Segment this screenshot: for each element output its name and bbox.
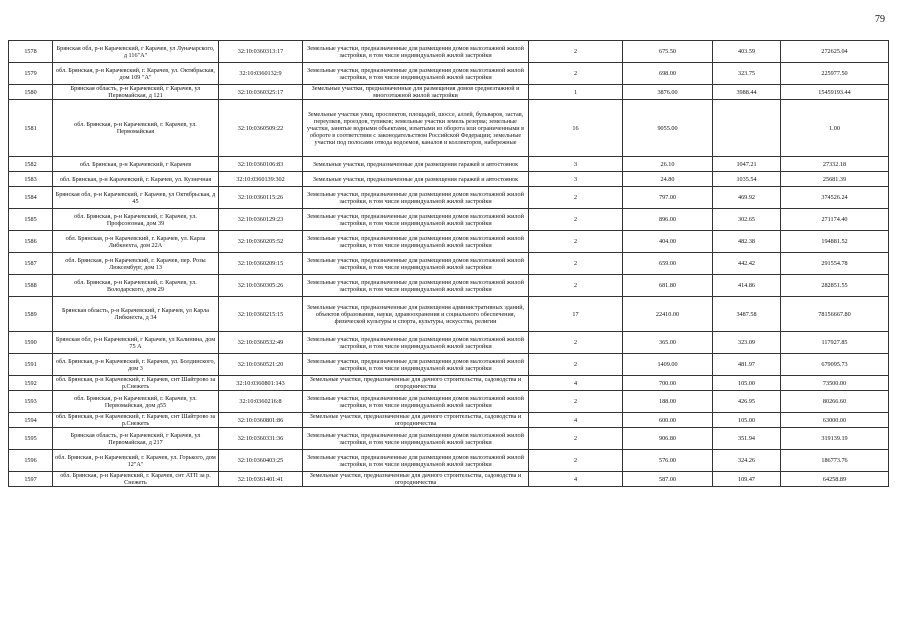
land-use-cell: Земельные участки, предназначенные для размещения домов малоэтажной жилой застройки, в том числе индивидуальной жилой застройки xyxy=(303,253,529,275)
table-row xyxy=(9,297,889,332)
table-row xyxy=(9,172,889,187)
table-row xyxy=(9,231,889,253)
cadastral-number-cell: 32:10:0360209:15 xyxy=(219,253,303,275)
table-row xyxy=(9,187,889,209)
area-cell: 587.00 xyxy=(623,472,713,487)
group-cell: 2 xyxy=(529,253,623,275)
unit-value-cell: 3988.44 xyxy=(713,85,781,100)
area-cell: 700.00 xyxy=(623,376,713,391)
cadastral-value-cell: 319139.19 xyxy=(781,428,889,450)
cadastral-number-cell: 32:10:0360532:49 xyxy=(219,332,303,354)
land-use-cell: Земельные участки, предназначенные для размещения административных зданий, объектов образования, науки, здравоохранения и социального обеспечения, физической культуры и спорта, культуры, искусства, религии xyxy=(303,297,529,332)
cadastral-value-cell: 272625.04 xyxy=(781,41,889,63)
land-use-cell: Земельные участки, предназначенные для размещения домов малоэтажной жилой застройки, в том числе индивидуальной жилой застройки xyxy=(303,41,529,63)
cadastral-value-cell: 73500.00 xyxy=(781,376,889,391)
address-cell: обл. Брянская, р-н Карачевский, г. Карачев, снт Шайтрово за р.Снежеть xyxy=(53,413,219,428)
group-cell: 2 xyxy=(529,332,623,354)
table-row xyxy=(9,472,889,487)
unit-value-cell: 109.47 xyxy=(713,472,781,487)
land-use-cell: Земельные участки улиц, проспектов, площадей, шоссе, аллей, бульваров, застав, переулков, проездов, тупиков; земельные участки земель резерва; земельные участки, занятые водными объектами, изъятыми из оборота или ограниченными в обороте в соответствии с законодательством Российской Федерации; земельные участки под полосами отвода водоемов, каналов и коллекторов, набережные xyxy=(303,100,529,157)
table-row xyxy=(9,275,889,297)
cadastral-value-cell: 15459193.44 xyxy=(781,85,889,100)
row-number-cell: 1587 xyxy=(9,253,53,275)
unit-value-cell: 414.86 xyxy=(713,275,781,297)
cadastral-number-cell: 32:10:0360801:86 xyxy=(219,413,303,428)
row-number-cell: 1595 xyxy=(9,428,53,450)
cadastral-number-cell: 32:10:0360521:20 xyxy=(219,354,303,376)
group-cell: 2 xyxy=(529,41,623,63)
land-use-cell: Земельные участки, предназначенные для дачного строительства, садоводства и огородничества xyxy=(303,376,529,391)
table-row xyxy=(9,157,889,172)
unit-value-cell: 324.26 xyxy=(713,450,781,472)
cadastral-number-cell: 32:10:0360215:15 xyxy=(219,297,303,332)
address-cell: Брянская область, р-н Карачевский, г Карачев, ул Первомайская, д 121 xyxy=(53,85,219,100)
land-use-cell: Земельные участки, предназначенные для размещения домов малоэтажной жилой застройки, в том числе индивидуальной жилой застройки xyxy=(303,231,529,253)
group-cell: 4 xyxy=(529,413,623,428)
row-number-cell: 1578 xyxy=(9,41,53,63)
group-cell: 2 xyxy=(529,231,623,253)
address-cell: обл. Брянская, р-н Карачевский, г. Карачев, ул. Первомайская, дом д55 xyxy=(53,391,219,413)
row-number-cell: 1581 xyxy=(9,100,53,157)
group-cell: 4 xyxy=(529,376,623,391)
land-use-cell: Земельные участки, предназначенные для размещения домов малоэтажной жилой застройки, в том числе индивидуальной жилой застройки xyxy=(303,391,529,413)
row-number-cell: 1591 xyxy=(9,354,53,376)
area-cell: 26.10 xyxy=(623,157,713,172)
address-cell: обл. Брянская, р-н Карачевский, г. Карачев, пер. Розы Люксембург, дом 13 xyxy=(53,253,219,275)
area-cell: 1409.00 xyxy=(623,354,713,376)
row-number-cell: 1580 xyxy=(9,85,53,100)
row-number-cell: 1593 xyxy=(9,391,53,413)
area-cell: 906.80 xyxy=(623,428,713,450)
address-cell: обл. Брянская, р-н Карачевский, г. Карачев, ул. Карла Либкнехта, дом 22А xyxy=(53,231,219,253)
row-number-cell: 1583 xyxy=(9,172,53,187)
cadastral-value-cell: 225977.50 xyxy=(781,63,889,85)
unit-value-cell xyxy=(713,100,781,157)
address-cell: обл. Брянская, р-н Карачевский, г. Карачев, ул. Горького, дом 12"А" xyxy=(53,450,219,472)
group-cell: 3 xyxy=(529,157,623,172)
cadastral-value-cell: 271174.40 xyxy=(781,209,889,231)
row-number-cell: 1597 xyxy=(9,472,53,487)
table-row xyxy=(9,41,889,63)
area-cell: 576.00 xyxy=(623,450,713,472)
address-cell: обл. Брянская, р-н Карачевский, г. Карачев, ул. Октябрьская, дом 109 "А" xyxy=(53,63,219,85)
unit-value-cell: 1047.21 xyxy=(713,157,781,172)
table-row xyxy=(9,63,889,85)
table-row xyxy=(9,413,889,428)
unit-value-cell: 403.59 xyxy=(713,41,781,63)
table-row xyxy=(9,253,889,275)
cadastral-number-cell: 32:10:0360403:25 xyxy=(219,450,303,472)
table-row xyxy=(9,332,889,354)
area-cell: 600.00 xyxy=(623,413,713,428)
address-cell: обл. Брянская, р-н Карачевский, г. Карачев, ул. Первомайская xyxy=(53,100,219,157)
area-cell: 896.00 xyxy=(623,209,713,231)
row-number-cell: 1586 xyxy=(9,231,53,253)
cadastral-number-cell: 32:10:0360132:9 xyxy=(219,63,303,85)
cadastral-number-cell: 32:10:0360129:23 xyxy=(219,209,303,231)
row-number-cell: 1594 xyxy=(9,413,53,428)
land-use-cell: Земельные участки, предназначенные для размещения домов малоэтажной жилой застройки, в том числе индивидуальной жилой застройки xyxy=(303,209,529,231)
cadastral-value-cell: 679095.73 xyxy=(781,354,889,376)
row-number-cell: 1588 xyxy=(9,275,53,297)
address-cell: Брянская область, р-н Карачевский, г Карачев, ул Карла Либкнехта, д 34 xyxy=(53,297,219,332)
area-cell: 3876.00 xyxy=(623,85,713,100)
cadastral-number-cell: 32:10:0361401:41 xyxy=(219,472,303,487)
unit-value-cell: 469.92 xyxy=(713,187,781,209)
group-cell: 2 xyxy=(529,354,623,376)
row-number-cell: 1582 xyxy=(9,157,53,172)
table-row xyxy=(9,85,889,100)
cadastral-value-cell: 1.00 xyxy=(781,100,889,157)
land-use-cell: Земельные участки, предназначенные для размещения домов малоэтажной жилой застройки, в том числе индивидуальной жилой застройки xyxy=(303,450,529,472)
cadastral-number-cell: 32:10:0360509:22 xyxy=(219,100,303,157)
address-cell: обл. Брянская, р-н Карачевский, г. Карачев, снт Шайтрово за р.Снежеть xyxy=(53,376,219,391)
cadastral-number-cell: 32:10:0360216:8 xyxy=(219,391,303,413)
cadastral-value-cell: 117927.85 xyxy=(781,332,889,354)
row-number-cell: 1589 xyxy=(9,297,53,332)
row-number-cell: 1590 xyxy=(9,332,53,354)
cadastral-value-table xyxy=(8,40,889,487)
group-cell: 2 xyxy=(529,391,623,413)
address-cell: обл. Брянская, р-н Карачевский, г Карачев xyxy=(53,157,219,172)
address-cell: обл. Брянская, р-н Карачевский, г. Карачев, ул. Володарского, дом 29 xyxy=(53,275,219,297)
group-cell: 2 xyxy=(529,275,623,297)
unit-value-cell: 323.75 xyxy=(713,63,781,85)
unit-value-cell: 426.95 xyxy=(713,391,781,413)
cadastral-number-cell: 32:10:0360801:143 xyxy=(219,376,303,391)
group-cell: 2 xyxy=(529,209,623,231)
area-cell: 24.80 xyxy=(623,172,713,187)
table-row xyxy=(9,100,889,157)
row-number-cell: 1596 xyxy=(9,450,53,472)
cadastral-number-cell: 32:10:0360205:52 xyxy=(219,231,303,253)
group-cell: 4 xyxy=(529,472,623,487)
area-cell: 365.00 xyxy=(623,332,713,354)
group-cell: 2 xyxy=(529,187,623,209)
area-cell: 797.00 xyxy=(623,187,713,209)
address-cell: Брянская область, р-н Карачевский, г Карачев, ул Первомайская, д 217 xyxy=(53,428,219,450)
area-cell: 681.80 xyxy=(623,275,713,297)
cadastral-value-cell: 27332.18 xyxy=(781,157,889,172)
unit-value-cell: 482.38 xyxy=(713,231,781,253)
unit-value-cell: 481.97 xyxy=(713,354,781,376)
land-use-cell: Земельные участки, предназначенные для размещения домов среднеэтажной и многоэтажной жилой застройки xyxy=(303,85,529,100)
unit-value-cell: 442.42 xyxy=(713,253,781,275)
area-cell: 188.00 xyxy=(623,391,713,413)
cadastral-value-cell: 291554.78 xyxy=(781,253,889,275)
cadastral-value-cell: 186773.76 xyxy=(781,450,889,472)
unit-value-cell: 302.65 xyxy=(713,209,781,231)
cadastral-value-cell: 374526.24 xyxy=(781,187,889,209)
cadastral-value-cell: 25681.39 xyxy=(781,172,889,187)
unit-value-cell: 1035.54 xyxy=(713,172,781,187)
cadastral-number-cell: 32:10:0360115:26 xyxy=(219,187,303,209)
table-row xyxy=(9,354,889,376)
row-number-cell: 1585 xyxy=(9,209,53,231)
land-use-cell: Земельные участки, предназначенные для дачного строительства, садоводства и огородничества xyxy=(303,413,529,428)
cadastral-value-cell: 64258.89 xyxy=(781,472,889,487)
cadastral-number-cell: 32:10:0360331:36 xyxy=(219,428,303,450)
area-cell: 675.50 xyxy=(623,41,713,63)
group-cell: 2 xyxy=(529,450,623,472)
unit-value-cell: 105.00 xyxy=(713,376,781,391)
group-cell: 3 xyxy=(529,172,623,187)
row-number-cell: 1579 xyxy=(9,63,53,85)
table-row xyxy=(9,376,889,391)
page-number: 79 xyxy=(875,14,885,25)
address-cell: обл. Брянская, р-н Карачевский, г. Карачев, ул. Профсоюзная, дом 39 xyxy=(53,209,219,231)
table-row xyxy=(9,450,889,472)
address-cell: обл. Брянская, р-н Карачевский, г. Карачев, ул. Кузнечная xyxy=(53,172,219,187)
cadastral-number-cell: 32:10:0360139:302 xyxy=(219,172,303,187)
land-use-cell: Земельные участки, предназначенные для размещения домов малоэтажной жилой застройки, в том числе индивидуальной жилой застройки xyxy=(303,187,529,209)
address-cell: Брянская обл, р-н Карачевский, г Карачев, ул Луначарского, д 116"А" xyxy=(53,41,219,63)
unit-value-cell: 105.00 xyxy=(713,413,781,428)
area-cell: 404.00 xyxy=(623,231,713,253)
unit-value-cell: 351.94 xyxy=(713,428,781,450)
area-cell: 9055.00 xyxy=(623,100,713,157)
area-cell: 698.00 xyxy=(623,63,713,85)
land-use-cell: Земельные участки, предназначенные для размещения гаражей и автостоянок xyxy=(303,157,529,172)
land-use-cell: Земельные участки, предназначенные для размещения домов малоэтажной жилой застройки, в том числе индивидуальной жилой застройки xyxy=(303,354,529,376)
unit-value-cell: 3487.58 xyxy=(713,297,781,332)
cadastral-number-cell: 32:10:0360305:26 xyxy=(219,275,303,297)
row-number-cell: 1584 xyxy=(9,187,53,209)
cadastral-number-cell: 32:10:0360106:83 xyxy=(219,157,303,172)
cadastral-number-cell: 32:10:0360325:17 xyxy=(219,85,303,100)
cadastral-number-cell: 32:10:0360313:17 xyxy=(219,41,303,63)
cadastral-value-cell: 282851.55 xyxy=(781,275,889,297)
cadastral-value-cell: 78156667.80 xyxy=(781,297,889,332)
table-row xyxy=(9,391,889,413)
land-use-cell: Земельные участки, предназначенные для дачного строительства, садоводства и огородничества xyxy=(303,472,529,487)
address-cell: Брянская обл, р-н Карачевский, г Карачев, ул Калинина, дом 75 А xyxy=(53,332,219,354)
group-cell: 16 xyxy=(529,100,623,157)
group-cell: 17 xyxy=(529,297,623,332)
area-cell: 22410.00 xyxy=(623,297,713,332)
address-cell: обл. Брянская, р-н Карачевский, г. Карачев, ул. Болдинского, дом 3 xyxy=(53,354,219,376)
land-use-cell: Земельные участки, предназначенные для размещения гаражей и автостоянок xyxy=(303,172,529,187)
area-cell: 659.00 xyxy=(623,253,713,275)
address-cell: Брянская обл, р-н Карачевский, г Карачев, ул Октябрьская, д 45 xyxy=(53,187,219,209)
row-number-cell: 1592 xyxy=(9,376,53,391)
group-cell: 1 xyxy=(529,85,623,100)
cadastral-value-cell: 80266.60 xyxy=(781,391,889,413)
land-use-cell: Земельные участки, предназначенные для размещения домов малоэтажной жилой застройки, в том числе индивидуальной жилой застройки xyxy=(303,428,529,450)
group-cell: 2 xyxy=(529,428,623,450)
land-use-cell: Земельные участки, предназначенные для размещения домов малоэтажной жилой застройки, в том числе индивидуальной жилой застройки xyxy=(303,332,529,354)
table-body xyxy=(9,41,889,487)
table-row xyxy=(9,428,889,450)
table-row xyxy=(9,209,889,231)
cadastral-value-cell: 63000.00 xyxy=(781,413,889,428)
land-use-cell: Земельные участки, предназначенные для размещения домов малоэтажной жилой застройки, в том числе индивидуальной жилой застройки xyxy=(303,63,529,85)
address-cell: обл. Брянская, р-н Карачевский, г. Карачев, снт АТП за р. Снежеть xyxy=(53,472,219,487)
group-cell: 2 xyxy=(529,63,623,85)
cadastral-value-cell: 194881.52 xyxy=(781,231,889,253)
land-use-cell: Земельные участки, предназначенные для размещения домов малоэтажной жилой застройки, в том числе индивидуальной жилой застройки xyxy=(303,275,529,297)
unit-value-cell: 323.09 xyxy=(713,332,781,354)
